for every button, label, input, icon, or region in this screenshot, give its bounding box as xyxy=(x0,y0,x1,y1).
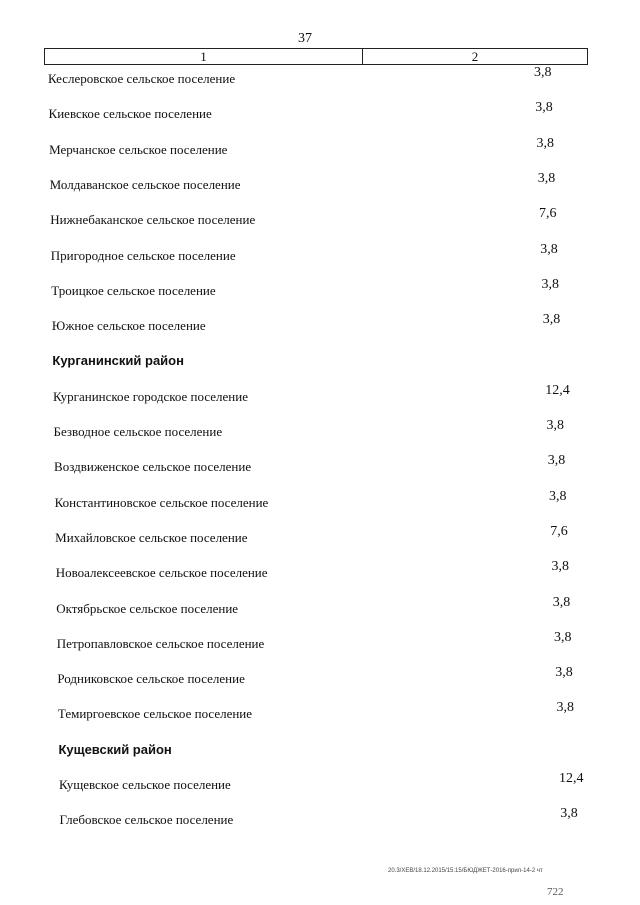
settlement-name: Курганинское городское поселение xyxy=(52,388,248,404)
settlement-value: 3,8 xyxy=(552,594,571,610)
settlement-name: Родниковское сельское поселение xyxy=(57,671,245,687)
settlement-name: Кущевское сельское поселение xyxy=(59,777,231,792)
settlement-name: Пригородное сельское поселение xyxy=(50,247,236,263)
settlement-value: 3,8 xyxy=(541,276,559,292)
table-header xyxy=(44,48,588,65)
settlement-name: Темиргоевское сельское поселение xyxy=(57,706,253,722)
settlement-value: 3,8 xyxy=(534,65,552,80)
settlement-name: Октябрьское сельское поселение xyxy=(56,600,239,616)
settlement-value: 3,8 xyxy=(547,453,566,469)
settlement-value: 12,4 xyxy=(545,382,570,398)
settlement-name: Безводное сельское поселение xyxy=(53,424,223,439)
settlement-value: 7,6 xyxy=(550,523,568,539)
settlement-name: Новоалексеевское сельское поселение xyxy=(55,565,268,581)
settlement-name: Петропавловское сельское поселение xyxy=(56,635,265,651)
district-name: Кущевский район xyxy=(58,741,172,757)
settlement-name: Мерчанское сельское поселение xyxy=(49,141,228,157)
settlement-value: 3,8 xyxy=(551,559,569,575)
page-number: 37 xyxy=(298,31,312,46)
settlement-value: 3,8 xyxy=(540,241,558,257)
settlement-value: 3,8 xyxy=(560,806,578,822)
settlement-name: Южное сельское поселение xyxy=(51,318,206,334)
settlement-name: Михайловское сельское поселение xyxy=(55,529,248,545)
footer-code: 20.3/ХЕВ/18.12.2015/15:15/БЮДЖЕТ-2016-прил-14-2 чт xyxy=(388,868,543,874)
settlement-value: 3,8 xyxy=(536,135,554,151)
settlement-value: 7,6 xyxy=(538,206,557,222)
settlement-value: 3,8 xyxy=(535,100,553,116)
settlement-value: 3,8 xyxy=(537,170,556,186)
settlement-name: Глебовское сельское поселение xyxy=(59,812,234,828)
district-name: Курганинский район xyxy=(52,353,184,369)
settlement-value: 3,8 xyxy=(548,488,567,504)
settlement-value: 3,8 xyxy=(555,665,573,681)
column-header-2: 2 xyxy=(471,49,479,64)
settlement-name: Константиновское сельское поселение xyxy=(54,494,269,510)
column-header-1: 1 xyxy=(45,49,363,64)
settlement-name: Воздвиженское сельское поселение xyxy=(54,459,252,475)
settlement-name: Кеслеровское сельское поселение xyxy=(48,71,236,86)
settlement-value: 3,8 xyxy=(542,312,561,328)
footer-page-number: 722 xyxy=(547,886,564,898)
settlement-name: Нижнебаканское сельское поселение xyxy=(50,212,256,228)
settlement-name: Молдаванское сельское поселение xyxy=(49,176,241,192)
settlement-name: Троицкое сельское поселение xyxy=(51,282,216,298)
settlement-value: 3,8 xyxy=(556,700,574,716)
settlement-name: Киевское сельское поселение xyxy=(48,106,212,122)
settlement-value: 12,4 xyxy=(559,771,584,786)
settlement-value: 3,8 xyxy=(546,418,564,433)
settlement-value: 3,8 xyxy=(553,629,572,645)
